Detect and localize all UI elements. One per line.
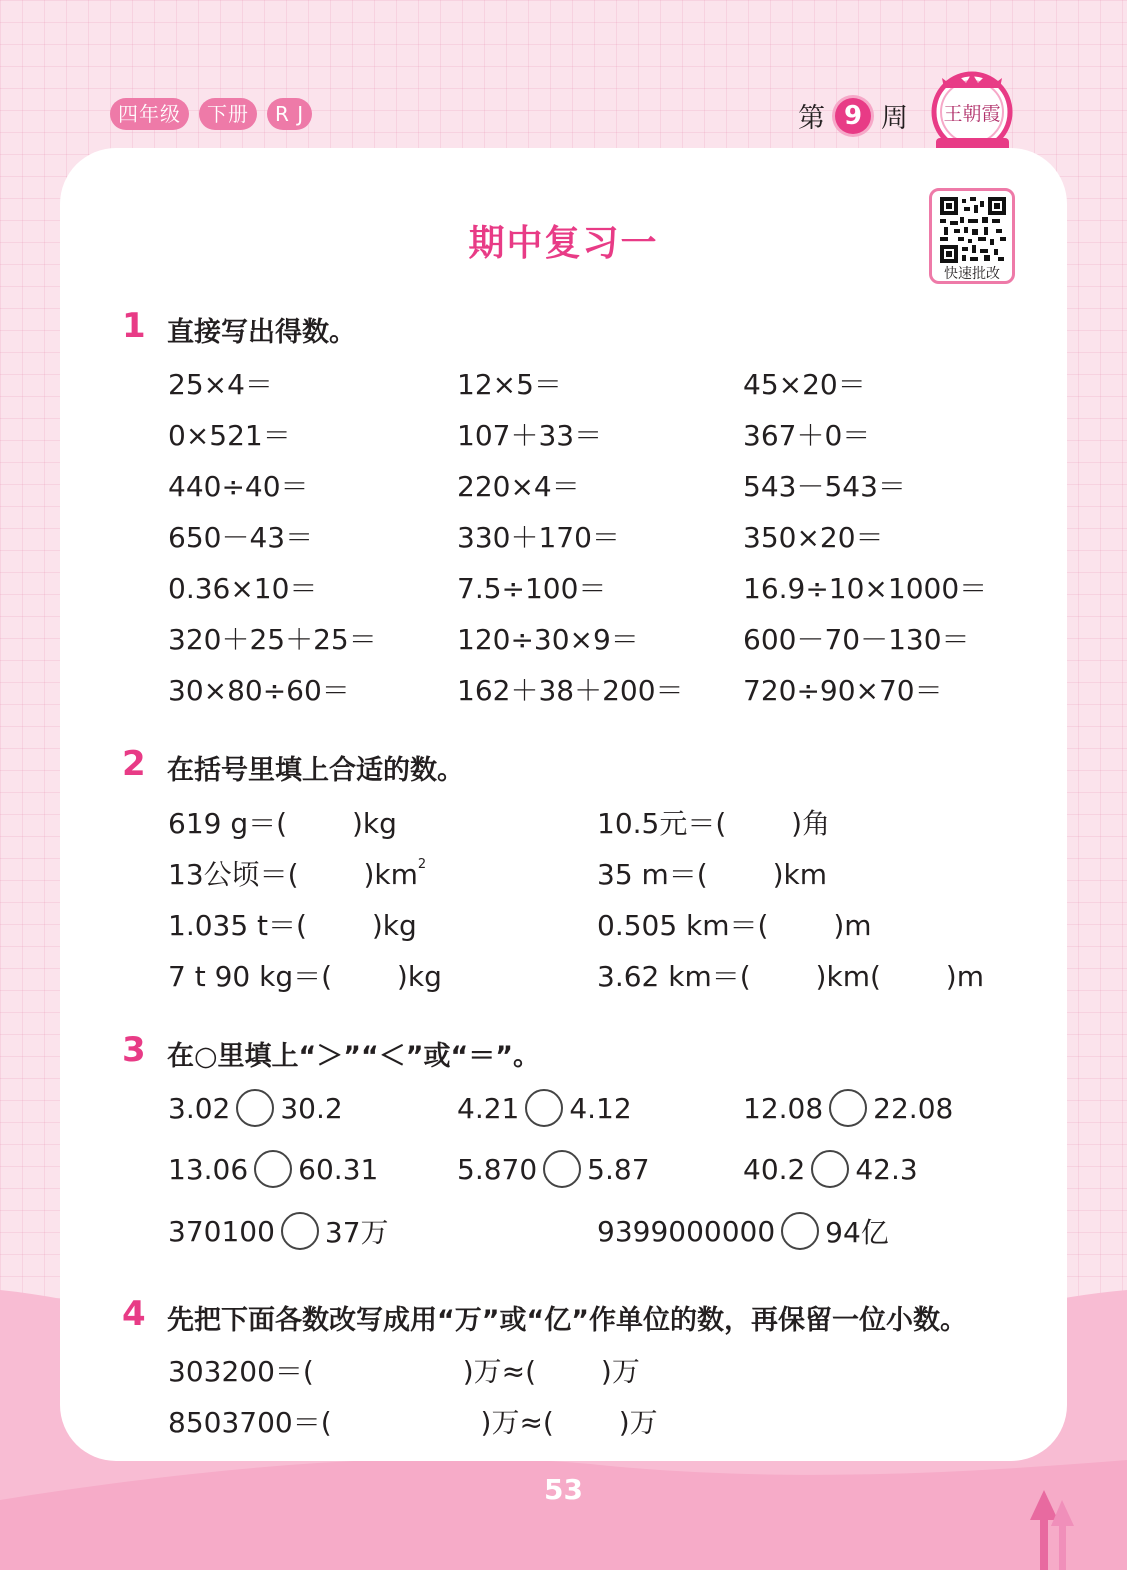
q1-item: 220×4＝ <box>457 470 580 503</box>
question-3-number: 3 <box>122 1030 146 1070</box>
q1-item: 7.5÷100＝ <box>457 572 607 605</box>
brand-logo <box>930 70 1015 160</box>
page-title: 期中复习一 <box>468 223 659 264</box>
grade-tag: 四年级 <box>110 98 189 130</box>
q2-item: 10.5元＝( )角 <box>597 807 831 840</box>
q1-item: 120÷30×9＝ <box>457 623 639 656</box>
q1-item: 16.9÷10×1000＝ <box>743 572 988 605</box>
q3-left: 5.870 <box>457 1152 538 1186</box>
q3-left: 9399000000 <box>597 1214 776 1248</box>
q3-right: 60.31 <box>298 1152 379 1186</box>
q3-item <box>457 1150 650 1188</box>
comparison-circle[interactable] <box>236 1089 274 1127</box>
q1-item: 330＋170＝ <box>457 521 620 554</box>
q1-item: 12×5＝ <box>457 368 562 401</box>
q1-item: 650－43＝ <box>168 521 314 554</box>
q1-item: 440÷40＝ <box>168 470 309 503</box>
q2-item: 619 g＝( )kg <box>168 807 397 840</box>
q3-right: 37万 <box>324 1216 389 1249</box>
comparison-circle[interactable] <box>829 1089 867 1127</box>
question-1-title: 直接写出得数。 <box>167 317 356 348</box>
q3-left: 4.21 <box>457 1091 520 1125</box>
question-3-title: 在○里填上“＞”“＜”或“＝”。 <box>167 1041 541 1072</box>
q3-item <box>743 1089 953 1127</box>
q3-right: 42.3 <box>855 1152 918 1186</box>
q3-left: 40.2 <box>743 1152 806 1186</box>
q1-item: 30×80÷60＝ <box>168 674 350 707</box>
q4-item: 8503700＝( )万≈( )万 <box>168 1406 658 1439</box>
q1-item: 162＋38＋200＝ <box>457 674 684 707</box>
q1-item: 543－543＝ <box>743 470 906 503</box>
question-2-title: 在括号里填上合适的数。 <box>167 755 464 786</box>
q3-right: 30.2 <box>280 1091 343 1125</box>
comparison-circle[interactable] <box>254 1150 292 1188</box>
q3-left: 13.06 <box>168 1152 249 1186</box>
logo-text: 王朝霞 <box>943 103 1001 125</box>
comparison-circle[interactable] <box>281 1212 319 1250</box>
week-suffix: 周 <box>881 103 908 134</box>
q2-item: 3.62 km＝( )km( )m <box>597 960 984 993</box>
q1-item: 0×521＝ <box>168 419 291 452</box>
q2-item: 35 m＝( )km <box>597 858 828 891</box>
question-4-number: 4 <box>122 1294 146 1334</box>
q2-item-text: 13公顷＝( )km <box>168 858 418 891</box>
question-2-number: 2 <box>122 744 146 784</box>
volume-tag: 下册 <box>199 98 257 130</box>
q1-item: 25×4＝ <box>168 368 273 401</box>
question-1-number: 1 <box>122 306 146 346</box>
q3-left: 3.02 <box>168 1091 231 1125</box>
q1-item: 350×20＝ <box>743 521 884 554</box>
edition-tag: R J <box>267 98 312 130</box>
comparison-circle[interactable] <box>781 1212 819 1250</box>
q3-right: 4.12 <box>569 1091 632 1125</box>
q4-item: 303200＝( )万≈( )万 <box>168 1355 640 1388</box>
q2-item: 1.035 t＝( )kg <box>168 909 417 942</box>
q3-item <box>457 1089 632 1127</box>
week-prefix: 第 <box>798 103 825 134</box>
grade-tags <box>110 98 312 130</box>
q2-item: 7 t 90 kg＝( )kg <box>168 960 442 993</box>
week-number: 9 <box>835 98 871 134</box>
q1-item: 720÷90×70＝ <box>743 674 943 707</box>
comparison-circle[interactable] <box>525 1089 563 1127</box>
comparison-circle[interactable] <box>811 1150 849 1188</box>
q1-item: 367＋0＝ <box>743 419 871 452</box>
q3-item <box>743 1150 918 1188</box>
q1-item: 600－70－130＝ <box>743 623 970 656</box>
q2-item: 0.505 km＝( )m <box>597 909 872 942</box>
q1-item: 107＋33＝ <box>457 419 603 452</box>
q3-left: 12.08 <box>743 1091 824 1125</box>
q3-right: 5.87 <box>587 1152 650 1186</box>
page-number: 53 <box>544 1473 583 1506</box>
q3-left: 370100 <box>168 1214 275 1248</box>
q3-item <box>168 1089 343 1127</box>
question-4-title: 先把下面各数改写成用“万”或“亿”作单位的数，再保留一位小数。 <box>167 1305 967 1336</box>
arrow-decoration-icon <box>1028 1490 1078 1570</box>
q1-item: 0.36×10＝ <box>168 572 318 605</box>
q3-item <box>168 1211 389 1251</box>
q2-superscript: 2 <box>417 857 427 872</box>
q1-item: 320＋25＋25＝ <box>168 623 377 656</box>
q3-right: 22.08 <box>873 1091 954 1125</box>
q2-item <box>168 853 426 893</box>
week-indicator <box>798 96 908 135</box>
q3-item <box>168 1150 378 1188</box>
qr-caption: 快速批改 <box>944 266 1000 282</box>
q3-right: 94亿 <box>825 1216 889 1249</box>
comparison-circle[interactable] <box>543 1150 581 1188</box>
q1-item: 45×20＝ <box>743 368 866 401</box>
q3-item <box>597 1211 889 1251</box>
